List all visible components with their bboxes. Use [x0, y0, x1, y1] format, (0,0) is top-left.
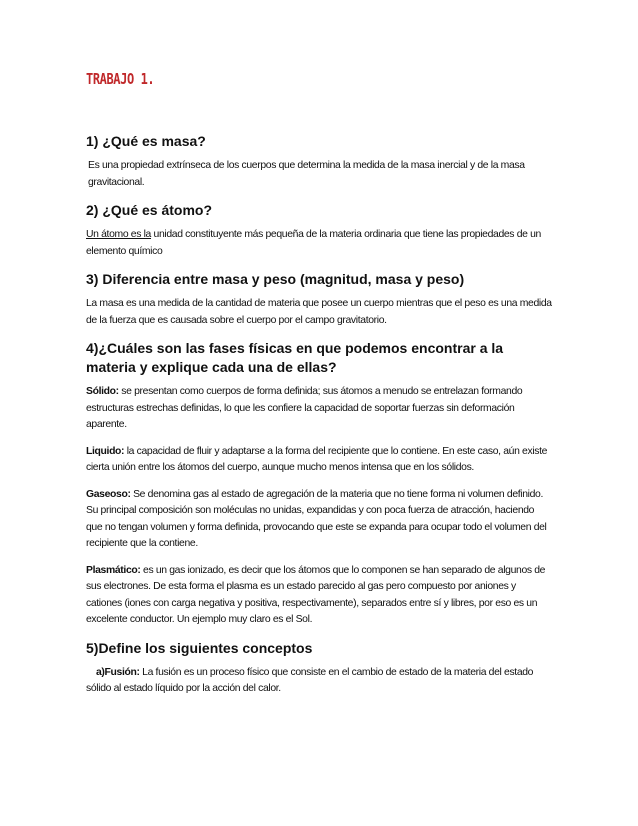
question-4-heading: 4)¿Cuáles son las fases físicas en que podemos encontrar a la materia y explique cada una de ellas? — [86, 340, 504, 375]
document-title: TRABAJO 1. — [86, 70, 155, 88]
question-2-answer-rest: unidad constituyente más pequeña de la materia ordinaria que tiene las propiedades de un elemento químico — [86, 229, 541, 257]
phase-solid-text: se presentan como cuerpos de forma definida; sus átomos a menudo se entrelazan formando estructuras estrechas definidas, lo que les confiere la capacidad de soportar fuerzas sin deformación aparente. — [86, 386, 523, 430]
phase-plasma — [86, 563, 552, 629]
phase-liquid-label: Liquido: — [86, 445, 125, 457]
phase-liquid — [86, 444, 552, 477]
question-1-heading: 1) ¿Qué es masa? — [86, 133, 206, 149]
concept-fusion-label: a)Fusión: — [96, 666, 140, 678]
phase-gas-label: Gaseoso: — [86, 488, 131, 500]
phase-gas-text: Se denomina gas al estado de agregación de la materia que no tiene forma ni volumen definido. Su principal composición son moléculas no unidas, expandidas y con poca fuerza de atracción, haciendo que no tengan volumen y forma definida, provocando que este se expanda para ocupar todo el volumen del recipiente que la contiene. — [86, 488, 547, 549]
question-3-heading: 3) Diferencia entre masa y peso (magnitud, masa y peso) — [86, 271, 465, 287]
phase-liquid-text: la capacidad de fluir y adaptarse a la forma del recipiente que lo contiene. En este caso, aún existe cierta unión entre los átomos del cuerpo, aunque mucho menos intensa que en los sólidos. — [86, 445, 548, 473]
concept-fusion-text: La fusión es un proceso físico que consiste en el cambio de estado de la materia del estado sólido al estado líquido por la acción del calor. — [86, 666, 534, 694]
concept-fusion — [86, 665, 552, 698]
question-3-answer: La masa es una medida de la cantidad de materia que posee un cuerpo mientras que el peso es una medida de la fuerza que es causada sobre el cuerpo por el campo gravitatorio. — [86, 298, 552, 326]
phase-plasma-label: Plasmático: — [86, 564, 141, 576]
question-2-answer-underlined: Un átomo es la — [86, 229, 151, 240]
phase-solid — [86, 384, 552, 434]
phase-solid-label: Sólido: — [86, 386, 119, 397]
question-1-answer: Es una propiedad extrínseca de los cuerpos que determina la medida de la masa inercial y de la masa gravitacional. — [88, 160, 525, 188]
question-2-heading: 2) ¿Qué es átomo? — [86, 202, 213, 218]
question-2-answer — [86, 227, 552, 260]
question-5-heading: 5)Define los siguientes conceptos — [86, 639, 313, 656]
phase-plasma-text: es un gas ionizado, es decir que los átomos que lo componen se han separado de algunos de sus electrones. De esta forma el plasma es un estado parecido al gas pero compuesto por aniones y cationes (iones con carga negativa y positiva, respectivamente), separados entre sí y libres, por eso es un excelente conductor. Un ejemplo muy claro es el Sol. — [86, 564, 546, 625]
phase-gas — [86, 487, 552, 553]
